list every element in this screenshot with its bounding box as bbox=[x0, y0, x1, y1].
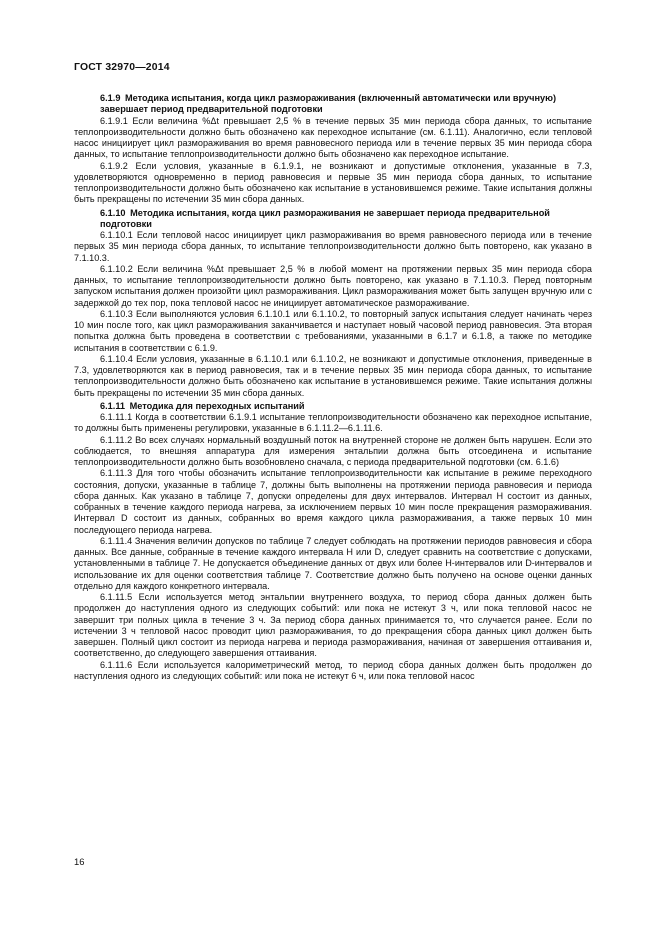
paragraph: 6.1.9.2 Если условия, указанные в 6.1.9.1, не возникают и допустимые отклонения, указанные в 7.3, удовлетворяются одновременно в период равновесия и первые 35 мин периода сбора данных, то испытание теплопроизводительности должно быть обозначено как испытание в установившемся режиме. Такие испытания должны быть прекращены по истечении 35 мин сбора данных. bbox=[74, 160, 592, 205]
paragraph: 6.1.11.1 Когда в соответствии 6.1.9.1 испытание теплопроизводительности обозначено как переходное испытание, то должны быть применены регулировки, указанные в 6.1.11.2—6.1.11.6. bbox=[74, 412, 592, 434]
page-number: 16 bbox=[74, 856, 85, 867]
paragraph: 6.1.11.2 Во всех случаях нормальный воздушный поток на внутренней стороне не должен быть нарушен. Если это соблюдается, то внешняя аппаратура для измерения энтальпии должна быть отсоединена и испытание теплопроизводительности должно быть возобновлено сначала, с периода предварительной подготовки (см. 6.1.6) bbox=[74, 434, 592, 467]
paragraph: 6.1.10.1 Если тепловой насос инициирует цикл размораживания во время равновесного периода или в течение первых 35 мин периода сбора данных, то испытание теплопроизводительности должно быть повторено, как указано в 7.1.10.3. bbox=[74, 230, 592, 263]
paragraph: 6.1.11.5 Если используется метод энтальпии внутреннего воздуха, то период сбора данных должен быть продолжен до наступления одного из следующих событий: или пока не истекут 3 ч, или пока тепловой насос не завершит три полных цикла в течение 3 ч. За период сбора данных принимается то, что случается ранее. Если по истечении 3 ч тепловой насос проводит цикл размораживания, то до прекращения сбора данных цикл должен быть завершен. Полный цикл состоит из периода нагрева и периода размораживания, начиная от завершения оттаивания и, соответственно, до следующего завершения оттаивания. bbox=[74, 592, 592, 659]
paragraph: 6.1.11.4 Значения величин допусков по таблице 7 следует соблюдать на протяжении периодов равновесия и сбора данных. Все данные, собранные в течение каждого интервала H или D, следует сравнить на соответствие с допусками, установленными в таблице 7. Не допускается объединение данных от двух или более H-интервалов или D-интервалов и использование их для оценки соответствия таблице 7. Соответствие должно быть получено на основе оценки данных отдельно для каждого конкретного интервала. bbox=[74, 535, 592, 591]
section-number: 6.1.11 bbox=[100, 400, 126, 411]
paragraph: 6.1.11.3 Для того чтобы обозначить испытание теплопроизводительности как испытание в режиме переходного состояния, допуски, указанные в таблице 7, должны быть выполнены на протяжении периода равновесия и периода сбора данных. Как указано в таблице 7, допуски определены для двух интервалов. Интервал H состоит из данных, собранных в течение каждого периода нагрева, за исключением первых 10 мин после прекращения размораживания. Интервал D состоит из данных, собранных во время каждого цикла размораживания, а также первых 10 мин последующего периода нагрева. bbox=[74, 468, 592, 535]
section-title: Методика испытания, когда цикл размораживания (включенный автоматически или вручную) завершает период предварительной подготовки bbox=[100, 93, 557, 115]
section-heading bbox=[74, 401, 592, 412]
document-body bbox=[74, 91, 592, 682]
section-number: 6.1.10 bbox=[100, 207, 126, 218]
paragraph: 6.1.9.1 Если величина %Δt превышает 2,5 % в течение первых 35 мин периода сбора данных, то испытание теплопроизводительности должно быть обозначено как переходное испытание (см. 6.1.11). Аналогично, если тепловой насос инициирует цикл размораживания во время равновесного периода или в течение первых 35 мин периода сбора данных, то испытание теплопроизводительности должно быть обозначено как переходное испытание. bbox=[74, 115, 592, 160]
paragraph: 6.1.10.4 Если условия, указанные в 6.1.10.1 или 6.1.10.2, не возникают и допустимые отклонения, приведенные в 7.3, удовлетворяются как в период равновесия, так и в течение первых 35 мин периода сбора данных, то испытание теплопроизводительности должно быть обозначено как испытание в установившемся режиме. Такие испытания должны быть прекращены по истечении 35 мин сбора данных. bbox=[74, 353, 592, 398]
paragraph: 6.1.11.6 Если используется калориметрический метод, то период сбора данных должен быть продолжен до наступления одного из следующих событий: или пока не истекут 6 ч, или пока тепловой насос bbox=[74, 659, 592, 681]
section-heading bbox=[74, 93, 592, 116]
paragraph: 6.1.10.2 Если величина %Δt превышает 2,5 % в любой момент на протяжении первых 35 мин периода сбора данных, то испытание теплопроизводительности должно быть повторено, как указано в 7.1.10.3. Перед повторным запуском испытания должен произойти цикл размораживания. Цикл размораживания может быть запущен вручную или с задержкой до тех пор, пока тепловой насос не инициирует автоматическое размораживание. bbox=[74, 263, 592, 308]
section-heading bbox=[74, 208, 592, 231]
standard-header: ГОСТ 32970—2014 bbox=[74, 62, 170, 73]
paragraph: 6.1.10.3 Если выполняются условия 6.1.10.1 или 6.1.10.2, то повторный запуск испытания следует начинать через 10 мин после того, как цикл размораживания заканчивается и наступает новый часовой период равновесия. Эта вторая попытка должна быть проведена в соответствии с требованиями, указанными в 6.1.7 и 6.1.8, а также по методике испытания в соответствии с 6.1.9. bbox=[74, 308, 592, 353]
section-title: Методика для переходных испытаний bbox=[129, 400, 305, 411]
section-title: Методика испытания, когда цикл размораживания не завершает периода предварительной подготовки bbox=[100, 207, 550, 229]
section-number: 6.1.9 bbox=[100, 93, 121, 103]
